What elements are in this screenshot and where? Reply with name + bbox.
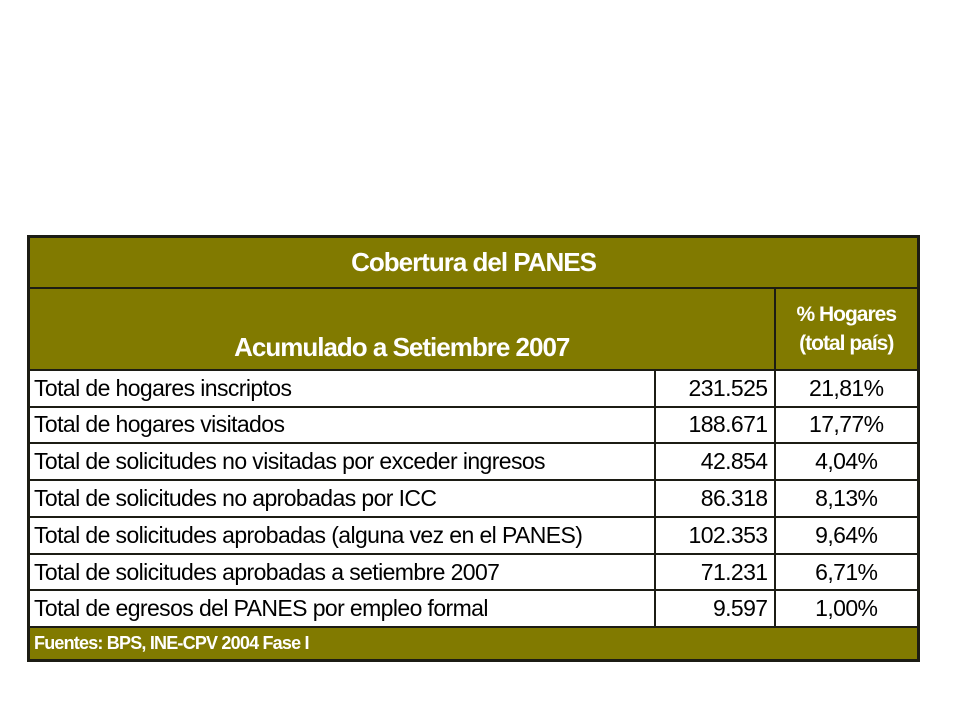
row-value: 231.525 [655,370,775,407]
table-subtitle: Acumulado a Setiembre 2007 [29,288,775,370]
row-pct: 17,77% [775,407,919,444]
row-pct: 1,00% [775,590,919,627]
row-label: Total de hogares visitados [29,407,655,444]
row-value: 102.353 [655,517,775,554]
row-pct: 4,04% [775,443,919,480]
panes-coverage-table [27,235,920,662]
table-title-row [29,237,919,289]
panes-coverage-table-wrapper [27,235,917,662]
pct-header-line1: % Hogares [796,302,897,326]
row-label: Total de egresos del PANES por empleo formal [29,590,655,627]
row-value: 9.597 [655,590,775,627]
pct-column-header [775,288,919,370]
table-footer-sources: Fuentes: BPS, INE-CPV 2004 Fase I [29,627,919,660]
row-value: 42.854 [655,443,775,480]
row-label: Total de solicitudes no aprobadas por ICC [29,480,655,517]
row-value: 188.671 [655,407,775,444]
row-label: Total de solicitudes aprobadas a setiembre 2007 [29,554,655,591]
row-pct: 8,13% [775,480,919,517]
pct-header-line2: (total país) [799,331,894,355]
table-header-row [29,288,919,370]
row-pct: 6,71% [775,554,919,591]
row-pct: 21,81% [775,370,919,407]
table-row [29,480,919,517]
table-row [29,517,919,554]
table-row [29,407,919,444]
table-row [29,554,919,591]
row-label: Total de solicitudes aprobadas (alguna vez en el PANES) [29,517,655,554]
table-title: Cobertura del PANES [29,237,919,289]
row-label: Total de hogares inscriptos [29,370,655,407]
row-value: 71.231 [655,554,775,591]
table-row [29,443,919,480]
table-row [29,370,919,407]
row-value: 86.318 [655,480,775,517]
table-row [29,590,919,627]
table-footer-row [29,627,919,660]
row-pct: 9,64% [775,517,919,554]
row-label: Total de solicitudes no visitadas por exceder ingresos [29,443,655,480]
